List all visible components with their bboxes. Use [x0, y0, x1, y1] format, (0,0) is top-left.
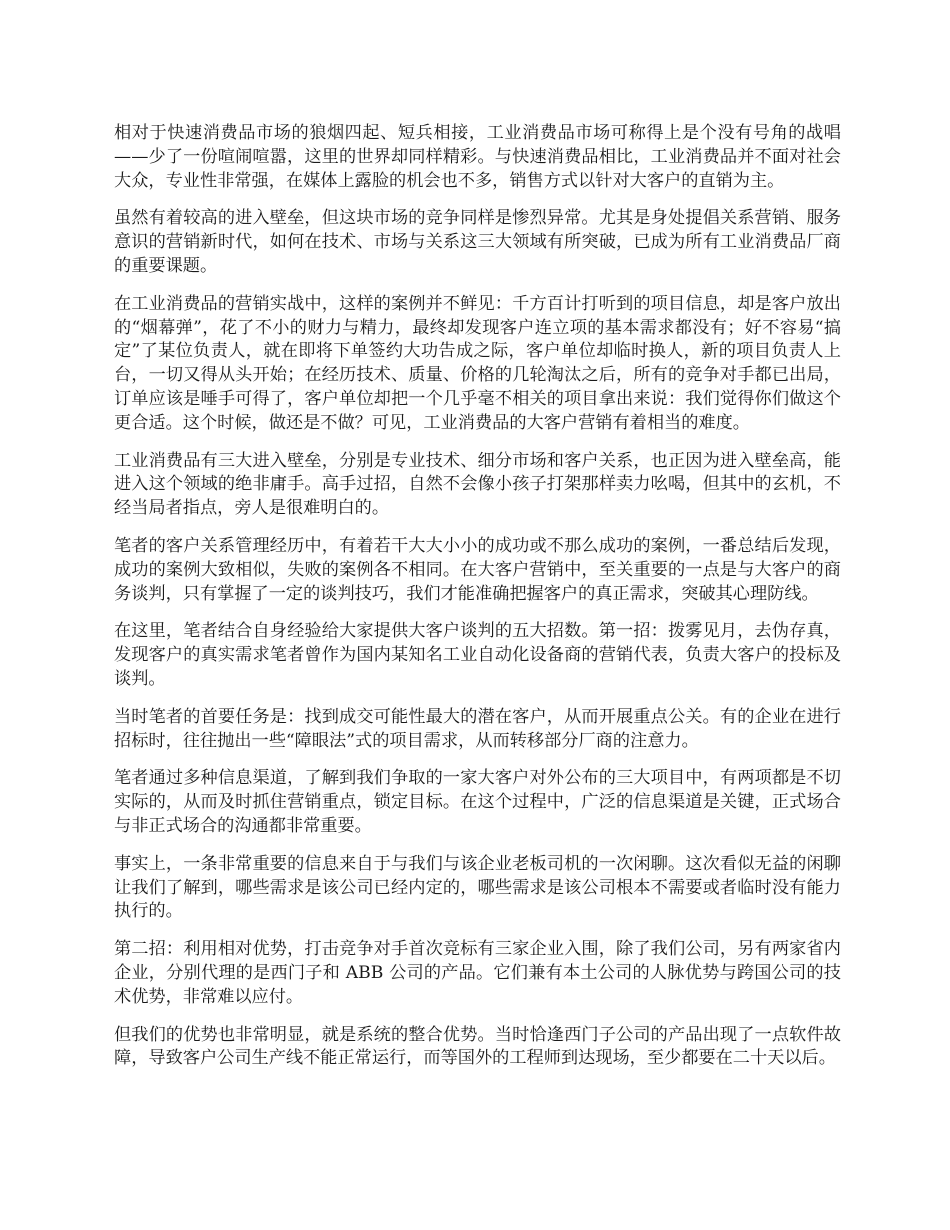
paragraph: 但我们的优势也非常明显，就是系统的整合优势。当时恰逢西门子公司的产品出现了一点软件故障，导致客户公司生产线不能正常运行，而等国外的工程师到达现场，至少都要在二十天以后。 — [114, 1024, 841, 1069]
paragraph: 在工业消费品的营销实战中，这样的案例并不鲜见：千方百计打听到的项目信息，却是客户放出的“烟幕弹”，花了不小的财力与精力，最终却发现客户连立项的基本需求都没有；好不容易“搞定”了某位负责人，就在即将下单签约大功告成之际，客户单位却临时换人，新的项目负责人上台，一切又得从头开始；在经历技术、质量、价格的几轮淘汰之后，所有的竞争对手都已出局，订单应该是唾手可得了，客户单位却把一个几乎毫不相关的项目拿出来说：我们觉得你们做这个更合适。这个时候，做还是不做？可见，工业消费品的大客户营销有着相当的难度。 — [114, 293, 841, 433]
paragraph: 事实上，一条非常重要的信息来自于与我们与该企业老板司机的一次闲聊。这次看似无益的闲聊让我们了解到，哪些需求是该公司已经内定的，哪些需求是该公司根本不需要或者临时没有能力执行的。 — [114, 853, 841, 922]
paragraph: 当时笔者的首要任务是：找到成交可能性最大的潜在客户，从而开展重点公关。有的企业在进行招标时，往往抛出一些“障眼法”式的项目需求，从而转移部分厂商的注意力。 — [114, 706, 841, 751]
paragraph: 笔者的客户关系管理经历中，有着若干大大小小的成功或不那么成功的案例，一番总结后发现，成功的案例大致相似，失败的案例各不相同。在大客户营销中，至关重要的一点是与大客户的商务谈判，只有掌握了一定的谈判技巧，我们才能准确把握客户的真正需求，突破其心理防线。 — [114, 535, 841, 604]
paragraph: 工业消费品有三大进入壁垒，分别是专业技术、细分市场和客户关系，也正因为进入壁垒高，能进入这个领域的绝非庸手。高手过招，自然不会像小孩子打架那样卖力吆喝，但其中的玄机，不经当局者指点，旁人是很难明白的。 — [114, 450, 841, 519]
paragraph: 笔者通过多种信息渠道，了解到我们争取的一家大客户对外公布的三大项目中，有两项都是不切实际的，从而及时抓住营销重点，锁定目标。在这个过程中，广泛的信息渠道是关键，正式场合与非正式场合的沟通都非常重要。 — [114, 768, 841, 836]
paragraph: 虽然有着较高的进入壁垒，但这块市场的竞争同样是惨烈异常。尤其是身处提倡关系营销、服务意识的营销新时代，如何在技术、市场与关系这三大领域有所突破，已成为所有工业消费品厂商的重要课题。 — [114, 208, 841, 276]
paragraph: 相对于快速消费品市场的狼烟四起、短兵相接，工业消费品市场可称得上是个没有号角的战唱——少了一份喧闹喧嚣，这里的世界却同样精彩。与快速消费品相比，工业消费品并不面对社会大众，专业性非常强，在媒体上露脸的机会也不多，销售方式以针对大客户的直销为主。 — [114, 123, 841, 191]
paragraph: 在这里，笔者结合自身经验给大家提供大客户谈判的五大招数。第一招：拨雾见月，去伪存真，发现客户的真实需求笔者曾作为国内某知名工业自动化设备商的营销代表，负责大客户的投标及谈判。 — [114, 621, 841, 689]
paragraph: 第二招：利用相对优势，打击竞争对手首次竞标有三家企业入围，除了我们公司，另有两家省内企业，分别代理的是西门子和 ABB 公司的产品。它们兼有本土公司的人脉优势与跨国公司的技术优势，非常难以应付。 — [114, 939, 841, 1007]
document-body — [114, 122, 841, 1085]
